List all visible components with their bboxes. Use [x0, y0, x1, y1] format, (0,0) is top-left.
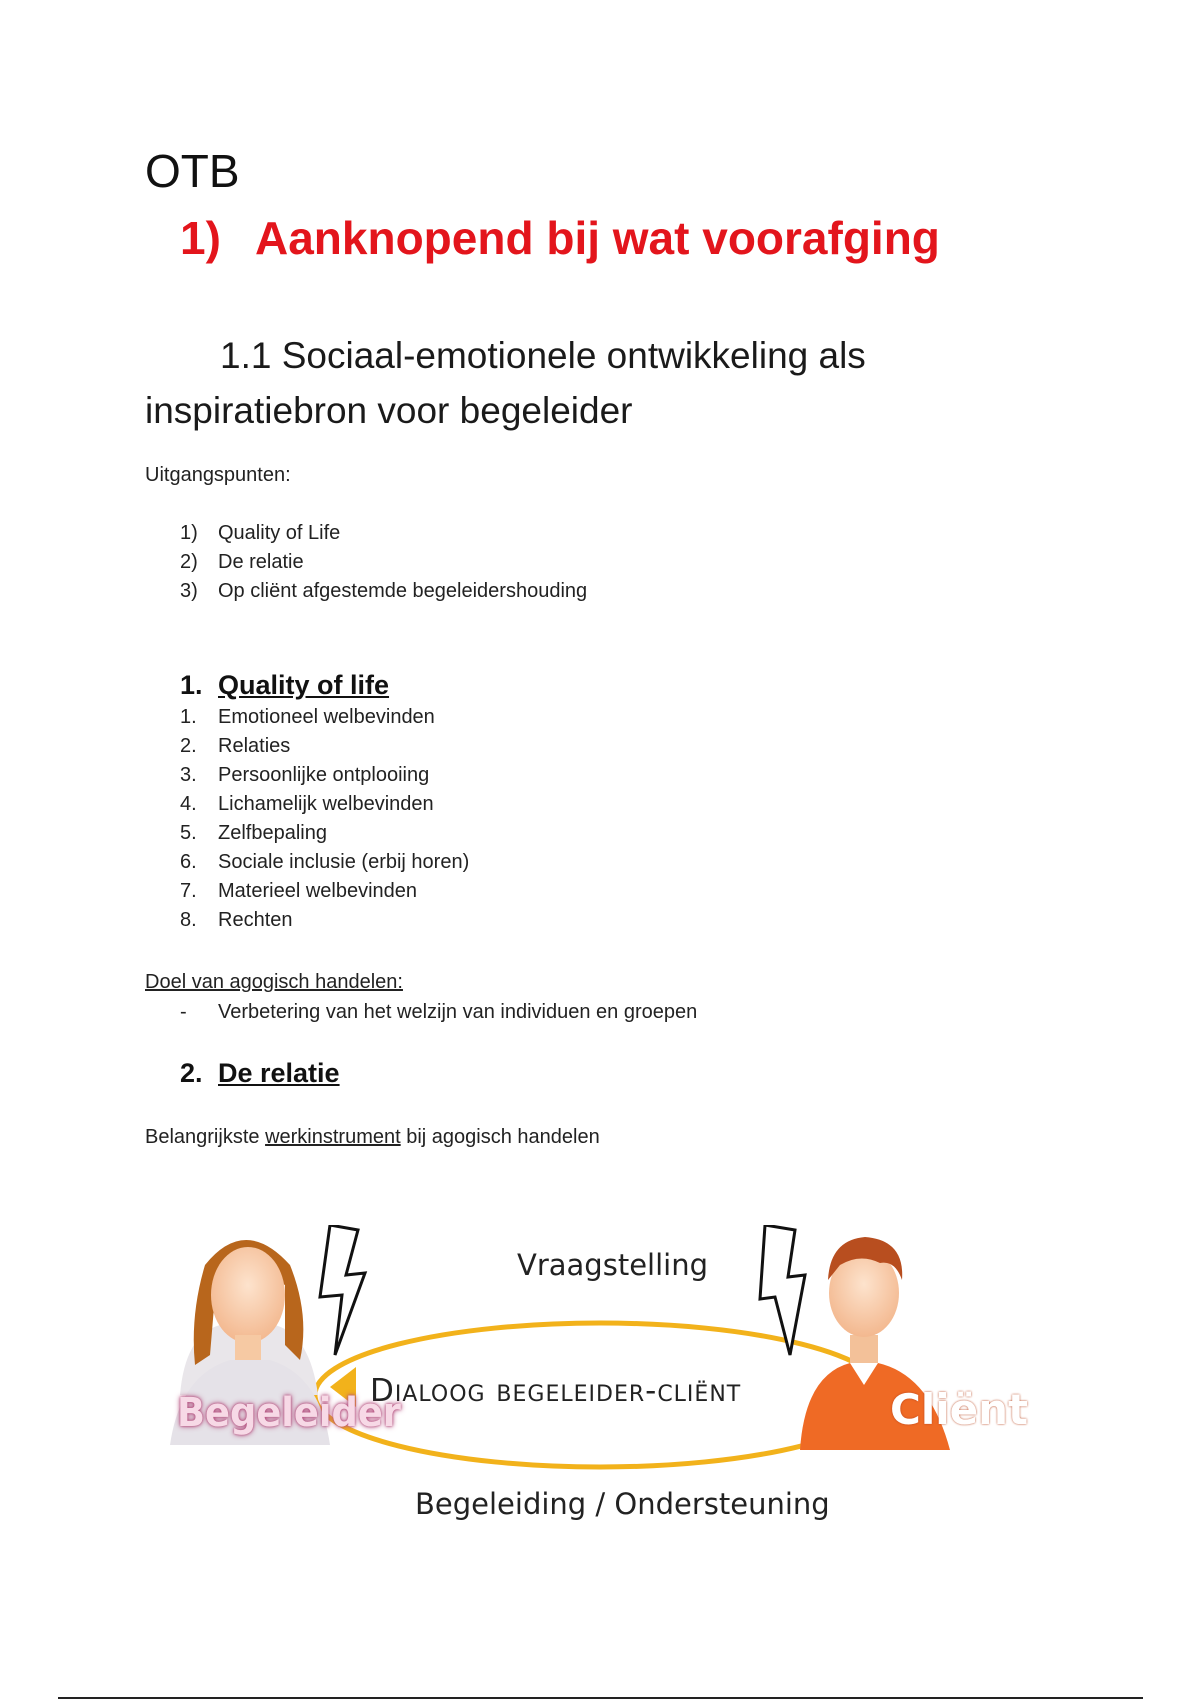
list-item: 7. Materieel welbevinden: [180, 880, 418, 902]
uitgangspunten-label: Uitgangspunten:: [145, 464, 291, 486]
page-bottom-rule: [58, 1697, 1143, 1699]
relatie-heading: 2. De relatie: [180, 1058, 340, 1088]
list-item: 6. Sociale inclusie (erbij horen): [180, 851, 470, 873]
lightning-left-icon: [320, 1225, 365, 1355]
doel-label: Doel van agogisch handelen:: [145, 971, 403, 993]
list-item: 2) De relatie: [180, 551, 304, 573]
section-heading: 1.1 Sociaal-emotionele ontwikkeling als inspiratiebron voor begeleider: [145, 335, 866, 431]
list-item: 1) Quality of Life: [180, 522, 341, 544]
begeleider-label: Begeleider: [177, 1390, 401, 1436]
doel-text: Verbetering van het welzijn van individuen en groepen: [218, 1001, 698, 1023]
dialogue-diagram: [160, 1225, 1040, 1535]
list-item: 3. Persoonlijke ontplooiing: [180, 764, 430, 786]
list-item: 5. Zelfbepaling: [180, 822, 327, 844]
chapter-number: 1): [180, 212, 221, 264]
list-item: 1. Emotioneel welbevinden: [180, 706, 435, 728]
chapter-heading: [180, 212, 940, 264]
list-item: 4. Lichamelijk welbevinden: [180, 793, 434, 815]
document-title: OTB: [145, 145, 240, 197]
werkinstrument-sentence: Belangrijkste werkinstrument bij agogisch handelen: [145, 1126, 600, 1148]
list-item: 3) Op cliënt afgestemde begeleidershouding: [180, 580, 588, 602]
list-item: 2. Relaties: [180, 735, 291, 757]
quality-of-life-heading: 1. Quality of life: [180, 670, 390, 700]
bullet-dash: -: [180, 1001, 187, 1023]
list-item: 8. Rechten: [180, 909, 293, 931]
dialoog-label: Dialoog begeleider-cliënt: [370, 1373, 742, 1409]
doel-item: [180, 1002, 697, 1022]
vraagstelling-label: Vraagstelling: [517, 1248, 708, 1282]
client-label: Cliënt: [890, 1385, 1029, 1434]
chapter-title: Aanknopend bij wat voorafging: [255, 212, 940, 264]
begeleiding-label: Begeleiding / Ondersteuning: [415, 1487, 830, 1521]
quality-of-life-list: [180, 706, 469, 938]
uitgangspunten-list: [180, 522, 587, 609]
